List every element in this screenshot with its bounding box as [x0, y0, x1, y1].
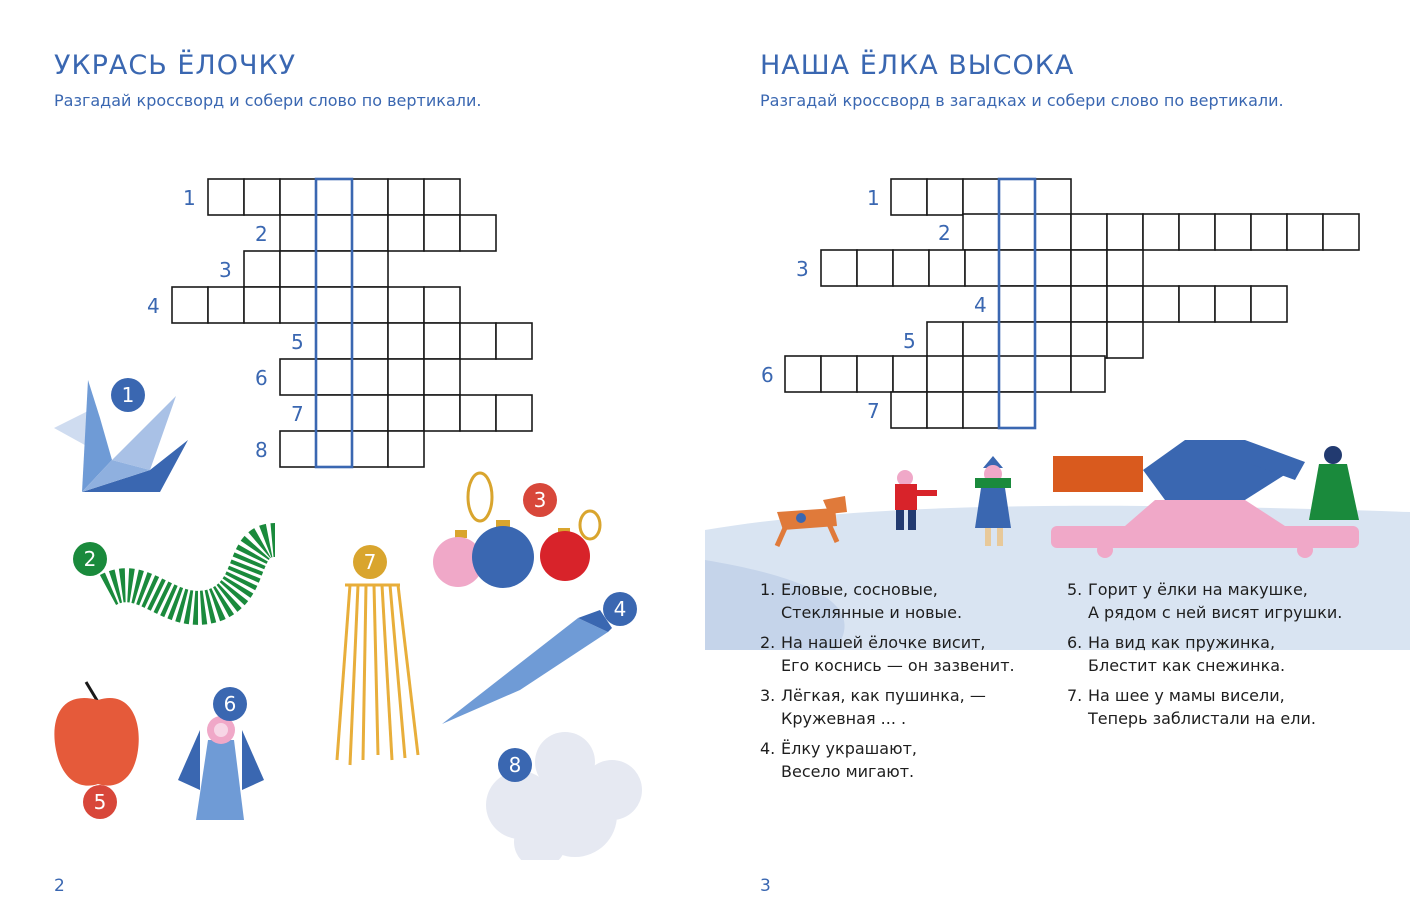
- page-number: 3: [760, 876, 771, 896]
- clue-number: 5: [903, 329, 916, 353]
- crossword-row-2: [963, 214, 1359, 250]
- rain-tinsel-icon: [337, 585, 418, 765]
- crossword-row-4: [999, 286, 1287, 322]
- riddles-column-2: [1067, 578, 1397, 737]
- svg-text:1: 1: [121, 383, 135, 407]
- decorations-illustrations: [0, 360, 705, 860]
- svg-text:5: 5: [93, 790, 107, 814]
- page-number: 2: [54, 876, 65, 896]
- tinsel-garland-icon: [108, 540, 275, 608]
- apple-icon: [54, 682, 138, 786]
- christmas-balls-icon: [433, 473, 600, 588]
- clue-number: 7: [867, 399, 880, 423]
- crossword-row-4: [172, 287, 460, 323]
- clue-number: 1: [867, 186, 880, 210]
- clue-number: 6: [255, 366, 268, 390]
- crossword-row-2: [280, 215, 496, 251]
- badge-8: [498, 748, 532, 782]
- badge-2: [73, 542, 107, 576]
- crossword-row-6: [785, 356, 1105, 392]
- clue-number: 2: [255, 222, 268, 246]
- clue-number: 4: [147, 294, 160, 318]
- riddle-item: 5. Горит у ёлки на макушке, А рядом с ней висят игрушки.: [1067, 580, 1343, 622]
- riddle-item: 6. На вид как пружинка, Блестит как снежинка.: [1067, 633, 1286, 675]
- page-title: НАША ЁЛКА ВЫСОКА: [760, 50, 1075, 81]
- page-subtitle: Разгадай кроссворд и собери слово по вертикали.: [54, 91, 482, 110]
- badge-3: [523, 483, 557, 517]
- clue-number: 5: [291, 330, 304, 354]
- crossword-row-3: [821, 250, 1143, 286]
- clue-number: 7: [291, 402, 304, 426]
- riddle-item: 7. На шее у мамы висели, Теперь заблистали на ели.: [1067, 686, 1316, 728]
- svg-text:6: 6: [223, 692, 237, 716]
- riddle-item: 2. На нашей ёлочке висит, Его коснись — он зазвенит.: [760, 633, 1015, 675]
- crossword-row-5: [927, 322, 1143, 358]
- vertical-answer-column: [999, 179, 1035, 428]
- clue-number: 2: [938, 221, 951, 245]
- riddle-item: 1. Еловые, сосновые, Стеклянные и новые.: [760, 580, 963, 622]
- svg-text:8: 8: [508, 753, 522, 777]
- svg-text:4: 4: [613, 597, 627, 621]
- crossword-row-3: [244, 251, 388, 287]
- clue-number: 8: [255, 438, 268, 462]
- badge-1: [111, 378, 145, 412]
- crossword-row-1: [208, 179, 460, 215]
- svg-text:2: 2: [83, 547, 97, 571]
- adult-green-icon: [1309, 446, 1359, 520]
- badge-6: [213, 687, 247, 721]
- svg-text:3: 3: [533, 488, 547, 512]
- clue-number: 4: [974, 293, 987, 317]
- badge-7: [353, 545, 387, 579]
- crossword-row-1: [891, 179, 1071, 215]
- page-subtitle: Разгадай кроссворд в загадках и собери слово по вертикали.: [760, 91, 1284, 110]
- riddle-item: 4. Ёлку украшают, Весело мигают.: [760, 739, 917, 781]
- crossword-row-5: [316, 323, 532, 359]
- clue-number: 6: [761, 363, 774, 387]
- clue-number: 3: [796, 257, 809, 281]
- page-title: УКРАСЬ ЁЛОЧКУ: [54, 50, 297, 81]
- clue-number: 3: [219, 258, 232, 282]
- riddles-column-1: [760, 578, 1050, 790]
- clue-number: 1: [183, 186, 196, 210]
- riddle-item: 3. Лёгкая, как пушинка, — Кружевная ... .: [760, 686, 986, 728]
- badge-4: [603, 592, 637, 626]
- angel-icon: [178, 716, 264, 820]
- icicle-light-icon: [442, 610, 612, 724]
- svg-text:7: 7: [363, 550, 377, 574]
- badge-5: [83, 785, 117, 819]
- right-page: [705, 0, 1410, 922]
